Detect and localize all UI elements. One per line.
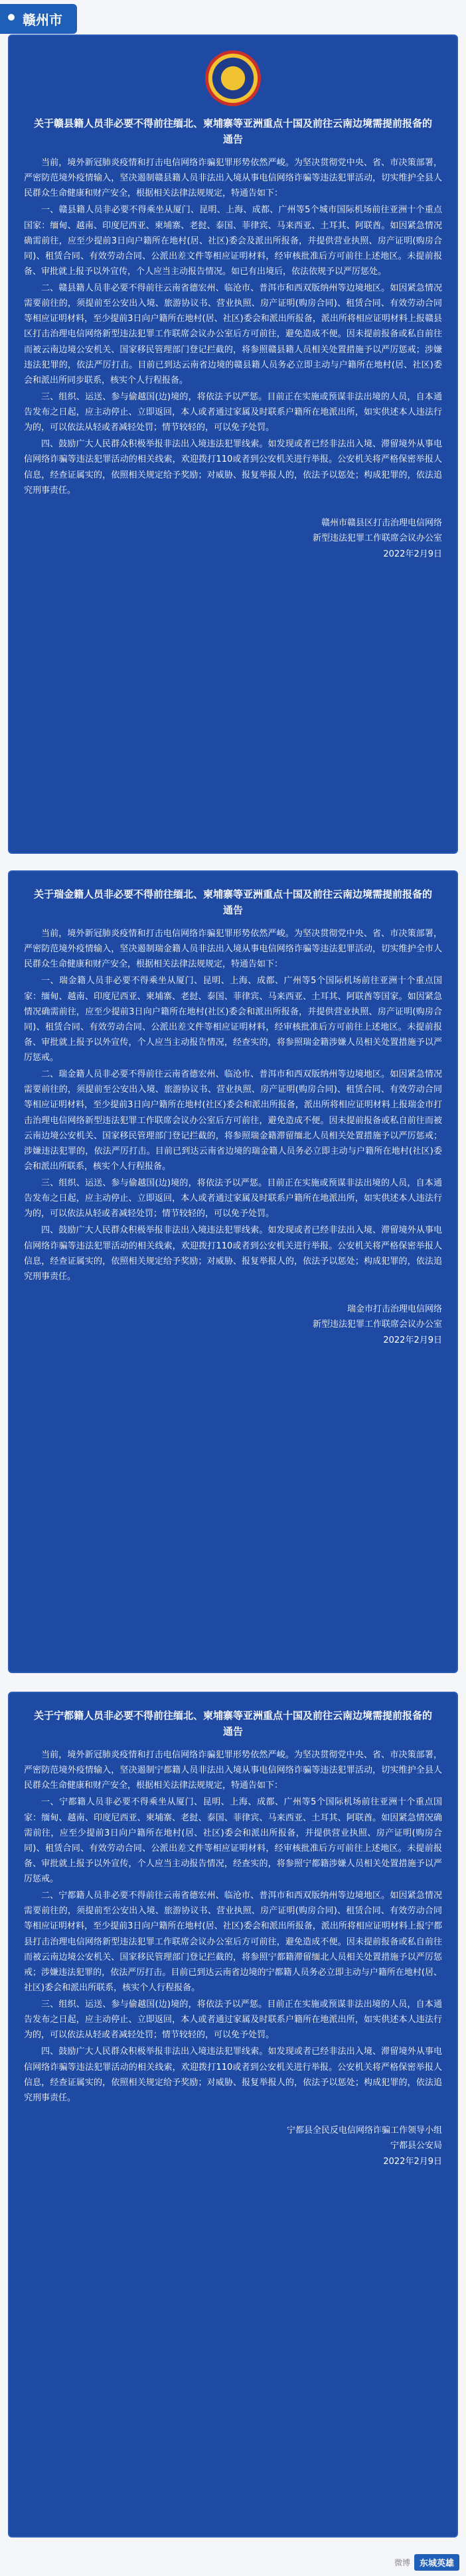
notice-paragraph: 一、宁都籍人员非必要不得乘坐从厦门、昆明、上海、成都、广州等5个国际机场前往亚洲十个重点国家：缅甸、越南、印度尼西亚、柬埔寨、老挝、泰国、菲律宾、马来西亚、土耳其、阿联酋。如因紧急情况确需前往，应至少提前3日向户籍所在地村(居、社区)委会和派出所报备，并提供营业执照、房产证明(购房合同)、租赁合同、有效劳动合同、公派出差文件等相应证明材料，经审核批准后方可前往上述地区。未提前报备、审批就上报予以外宣传，个人应当主动报告情况，经查实的，将参照宁都籍涉嫌人员相关处置措施予以严厉惩戒。	[24, 1797, 442, 1884]
weibo-label: 微博	[394, 2558, 410, 2567]
signature-date: 2022年2月9日	[383, 2156, 442, 2167]
police-emblem-icon	[205, 50, 261, 106]
notice-paragraph: 三、组织、运送、参与偷越国(边)境的，将依法予以严惩。目前正在实施或预谋非法出境的人员，自本通告发布之日起，应主动停止、立即返回，本人或者通过家属及时联系户籍所在地派出所，如实供述本人违法行为的，可以依法从轻或者减轻处罚；情节较轻的，可以免予处罚。	[24, 2000, 442, 2041]
notice-paragraph: 一、瑞金籍人员非必要不得乘坐从厦门、昆明、上海、成都、广州等5个国际机场前往亚洲十个重点国家：缅甸、越南、印度尼西亚、柬埔寨、老挝、泰国、菲律宾、马来西亚、土耳其、阿联酋等国家。如因紧急情况确需前往，应至少提前3日向户籍所在地村(社区)委会和派出所报备，并提供营业执照、房产证明(购房合同)、租赁合同、有效劳动合同、公派出差文件等相应证明材料，经审核批准后方可前往上述地区。未提前报备、审批就上报予以外宣传，个人应当主动报告情况，经查实的，将参照瑞金籍涉嫌人员相关处置措施予以严厉惩戒。	[24, 976, 442, 1063]
signature-date: 2022年2月9日	[383, 1335, 442, 1345]
notice-title: 关于赣县籍人员非必要不得前往缅北、柬埔寨等亚洲重点十国及前往云南边境需提前报备的通告	[33, 117, 432, 145]
notice-paragraph: 一、赣县籍人员非必要不得乘坐从厦门、昆明、上海、成都、广州等5个城市国际机场前往亚洲十个重点国家：缅甸、越南、印度尼西亚、柬埔寨、老挝、泰国、菲律宾、马来西亚、土耳其、阿联酋。如因紧急情况确需前往，应至少提前3日向户籍所在地村(居、社区)委会及派出所报备，并提供营业执照、房产证明(购房合同)、租赁合同、有效劳动合同、公派出差文件等相应证明材料，经审核批准后方可前往上述地区。未提前报备、审批就上报予以外宣传，个人应当主动报告情况。如已有出境后，依法依规予以严厉惩处。	[24, 205, 442, 277]
notice-paragraph: 当前，境外新冠肺炎疫情和打击电信网络诈骗犯罪形势依然严峻。为坚决贯彻党中央、省、市决策部署，严密防范境外疫情输入，坚决遏制宁都籍人员非法出入境从事电信网络诈骗等违法犯罪活动，切实维护全县人民群众生命健康和财产安全，根据相关法律法规规定，特通告如下：	[24, 1750, 442, 1791]
signature-line: 宁都县全民反电信网络诈骗工作领导小组	[286, 2125, 442, 2135]
signature-line: 新型违法犯罪工作联席会议办公室	[312, 533, 442, 544]
notice-paragraph: 二、宁都籍人员非必要不得前往云南省德宏州、临沧市、普洱市和西双版纳州等边境地区。如因紧急情况需要前往的，须提前至公安出入境、旅游协议书、营业执照、房产证明(购房合同)、租赁合同、有效劳动合同等相应证明材料，至少提前3日向户籍所在地村(居、社区)委会和派出所报备，派出所将相应证明材料上报宁都县打击治理电信网络新型违法犯罪工作联席会议办公室后方可前往，避免造成不便。因未提前报备或私自前往而被云南边境公安机关、国家移民管理部门登记拦截的，将参照宁都籍滞留缅北人员相关处置措施予以严厉惩戒；涉嫌违法犯罪的，依法严厉打击。目前已到达云南省边境的宁都籍人员务必立即主动与户籍所在地村(居、社区)委会和派出所联系，核实个人行程报备。	[24, 1891, 442, 1993]
region-tag	[0, 4, 77, 34]
signature-line: 瑞金市打击治理电信网络	[347, 1304, 442, 1314]
watermark-footer	[394, 2554, 459, 2571]
signature-line: 新型违法犯罪工作联席会议办公室	[312, 1320, 442, 1330]
brand-logo: 东城英雄	[414, 2554, 459, 2571]
location-dot-icon	[8, 14, 15, 21]
notice-paragraph: 三、组织、运送、参与偷越国(边)境的，将依法予以严惩。目前正在实施或预谋非法出境的人员，自本通告发布之日起，应主动停止、立即返回，本人或者通过家属及时联系户籍所在地派出所，如实供述本人违法行为的，可以依法从轻或者减轻处罚；情节较轻的，可以免予处罚。	[24, 391, 442, 433]
notice-paragraph: 二、瑞金籍人员非必要不得前往云南省德宏州、临沧市、普洱市和西双版纳州等边境地区。如因紧急情况需要前往的，须提前至公安出入境、旅游协议书、营业执照、房产证明(购房合同)、租赁合同、有效劳动合同等相应证明材料，至少提前3日向户籍所在地村(社区)委会和派出所报备，派出所将相应证明材料上报瑞金市打击治理电信网络新型违法犯罪工作联席会议办公室后方可前往，避免造成不便。因未提前报备或私自前往而被云南边境公安机关、国家移民管理部门登记拦截的，将参照瑞金籍滞留缅北人员相关处置措施予以严厉惩戒；涉嫌违法犯罪的，依法严厉打击。目前已到达云南省边境的瑞金籍人员务必立即主动与户籍所在地村(社区)委会和派出所联系，核实个人行程报备。	[24, 1069, 442, 1172]
notice-paragraph: 四、鼓励广大人民群众积极举报非法出入境违法犯罪线索。如发现或者已经非法出入境、滞留境外从事电信网络诈骗等违法犯罪活动的相关线索，欢迎拨打110或者到公安机关进行举报。公安机关将严格保密举报人信息，经查证属实的，依照相关规定给予奖励；对威胁、报复举报人的，依法予以惩处；构成犯罪的，依法追究刑事责任。	[24, 439, 442, 496]
notice-paragraph: 三、组织、运送、参与偷越国(边)境的，将依法予以严惩。目前正在实施或预谋非法出境的人员，自本通告发布之日起，应主动停止、立即返回，本人或者通过家属及时联系户籍所在地派出所，如实供述本人违法行为的，可以依法从轻或者减轻处罚；情节较轻的，可以免予处罚。	[24, 1178, 442, 1219]
notice-paragraph: 当前，境外新冠肺炎疫情和打击电信网络诈骗犯罪形势依然严峻。为坚决贯彻党中央、省、市决策部署，严密防范境外疫情输入，坚决遏制赣县籍人员非法出入境从事电信网络诈骗等违法犯罪活动，切实维护全县人民群众生命健康和财产安全，根据相关法律法规规定，特通告如下：	[24, 158, 442, 199]
notice-paragraph: 四、鼓励广大人民群众积极举报非法出入境违法犯罪线索。如发现或者已经非法出入境、滞留境外从事电信网络诈骗等违法犯罪活动的相关线索，欢迎拨打110或者到公安机关进行举报。公安机关将严格保密举报人信息，经查证属实的，依照相关规定给予奖励；对威胁、报复举报人的，依法予以惩处；构成犯罪的，依法追究刑事责任。	[24, 1225, 442, 1282]
notice-title: 关于瑞金籍人员非必要不得前往缅北、柬埔寨等亚洲重点十国及前往云南边境需提前报备的通告	[33, 888, 432, 916]
notice-paragraph: 当前，境外新冠肺炎疫情和打击电信网络诈骗犯罪形势依然严峻。为坚决贯彻党中央、省、市决策部署，严密防范境外疫情输入，坚决遏制瑞金籍人员非法出入境从事电信网络诈骗等违法犯罪活动，切实维护全市人民群众生命健康和财产安全，根据相关法律法规规定，特通告如下：	[24, 929, 442, 970]
notice-ruijin	[8, 870, 458, 1673]
signature-line: 宁都县公安局	[390, 2141, 442, 2151]
notice-ningdu	[8, 1692, 458, 2538]
notice-signature	[24, 2123, 442, 2169]
notice-paragraph: 四、鼓励广大人民群众积极举报非法出入境违法犯罪线索。如发现或者已经非法出入境、滞留境外从事电信网络诈骗等违法犯罪活动的相关线索，欢迎拨打110或者到公安机关进行举报。公安机关将严格保密举报人信息，经查证属实的，依照相关规定给予奖励；对威胁、报复举报人的，依法予以惩处；构成犯罪的，依法追究刑事责任。	[24, 2047, 442, 2103]
notice-paragraph: 二、赣县籍人员非必要不得前往云南省德宏州、临沧市、普洱市和西双版纳州等边境地区。如因紧急情况需要前往的，须提前至公安出入境、旅游协议书、营业执照、房产证明(购房合同)、租赁合同、有效劳动合同等相应证明材料，至少提前3日向户籍所在地村(居、社区)委会和派出所报备，派出所将相应证明材料上报赣县区打击治理电信网络新型违法犯罪工作联席会议办公室后方可前往，避免造成不便。因未提前报备或私自前往而被云南边境公安机关、国家移民管理部门登记拦截的，将参照赣县籍人员相关处置措施予以严厉惩戒；涉嫌违法犯罪的，依法严厉打击。目前已到达云南省边境的赣县籍人员务必立即主动与户籍所在地村(居、社区)委会和派出所同步联系，核实个人行程报备。	[24, 283, 442, 385]
notice-title: 关于宁都籍人员非必要不得前往缅北、柬埔寨等亚洲重点十国及前往云南边境需提前报备的通告	[33, 1710, 432, 1737]
signature-line: 赣州市赣县区打击治理电信网络	[321, 517, 442, 528]
signature-date: 2022年2月9日	[383, 549, 442, 559]
region-tag-label: 赣州市	[23, 12, 62, 28]
notice-ganxian	[8, 34, 458, 854]
notice-signature	[24, 1302, 442, 1348]
notice-signature	[24, 515, 442, 562]
